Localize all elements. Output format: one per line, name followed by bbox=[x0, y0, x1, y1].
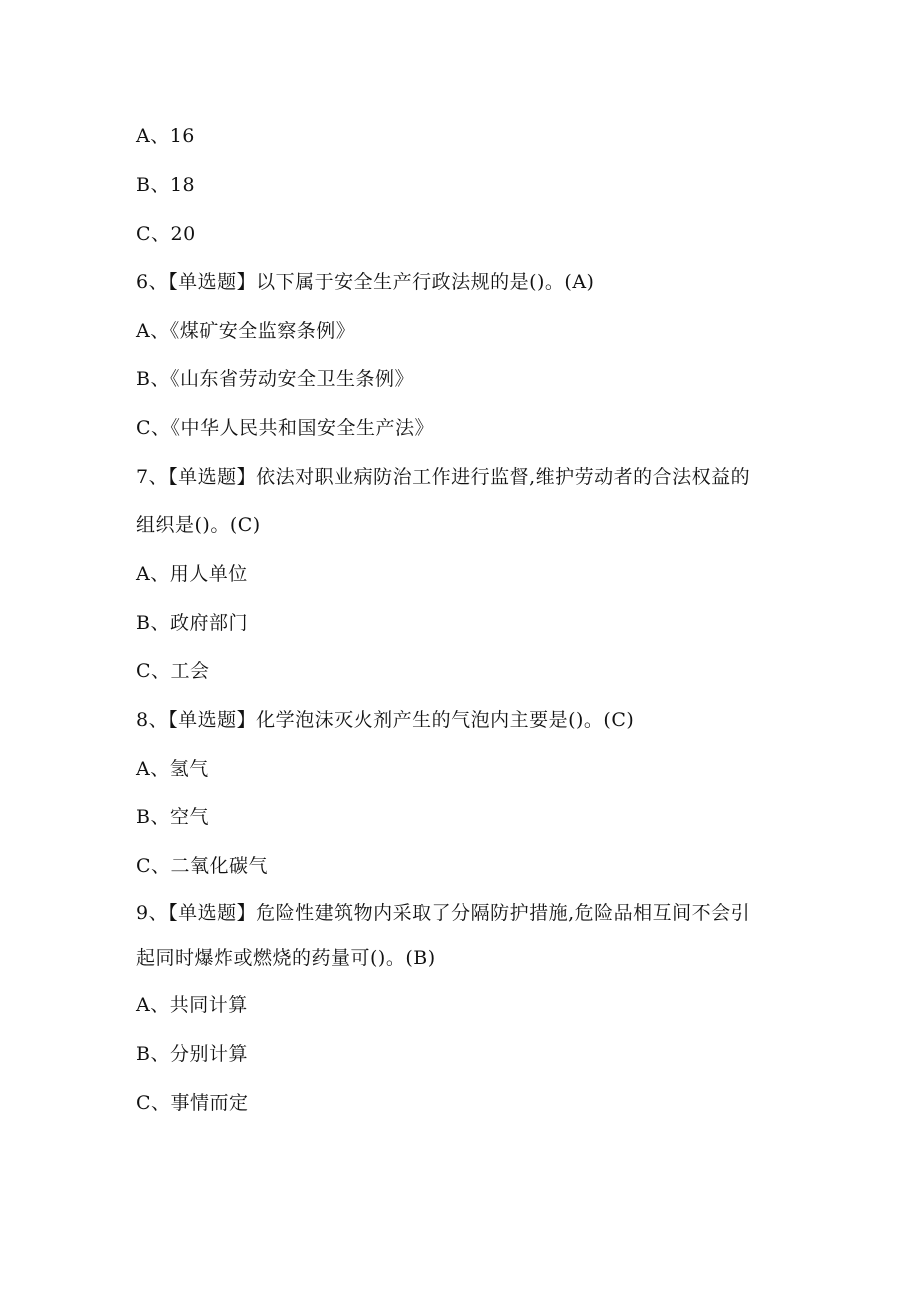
q6-option-a: A、《煤矿安全监察条例》 bbox=[136, 320, 356, 342]
q7-stem-line1: 7、【单选题】依法对职业病防治工作进行监督,维护劳动者的合法权益的 bbox=[136, 466, 751, 488]
q8-option-c: C、二氧化碳气 bbox=[136, 855, 269, 877]
q5-option-b: B、18 bbox=[136, 174, 196, 196]
q6-option-c: C、《中华人民共和国安全生产法》 bbox=[136, 417, 435, 439]
q6-option-b: B、《山东省劳动安全卫生条例》 bbox=[136, 368, 414, 390]
q7-stem-line2: 组织是()。(C) bbox=[136, 514, 261, 536]
q9-stem-line2: 起同时爆炸或燃烧的药量可()。(B) bbox=[136, 947, 436, 969]
q8-option-b: B、空气 bbox=[136, 806, 209, 828]
q6-stem: 6、【单选题】以下属于安全生产行政法规的是()。(A) bbox=[136, 271, 595, 293]
q8-stem: 8、【单选题】化学泡沫灭火剂产生的气泡内主要是()。(C) bbox=[136, 709, 635, 731]
q9-option-b: B、分别计算 bbox=[136, 1043, 248, 1065]
q9-stem-line1: 9、【单选题】危险性建筑物内采取了分隔防护措施,危险品相互间不会引 bbox=[136, 902, 751, 924]
q9-option-a: A、共同计算 bbox=[136, 994, 248, 1016]
q8-option-a: A、氢气 bbox=[136, 758, 209, 780]
q9-option-c: C、事情而定 bbox=[136, 1092, 249, 1114]
q5-option-c: C、20 bbox=[136, 223, 196, 245]
q5-option-a: A、16 bbox=[136, 125, 195, 147]
q7-option-a: A、用人单位 bbox=[136, 563, 248, 585]
q7-option-c: C、工会 bbox=[136, 660, 210, 682]
q7-option-b: B、政府部门 bbox=[136, 612, 248, 634]
